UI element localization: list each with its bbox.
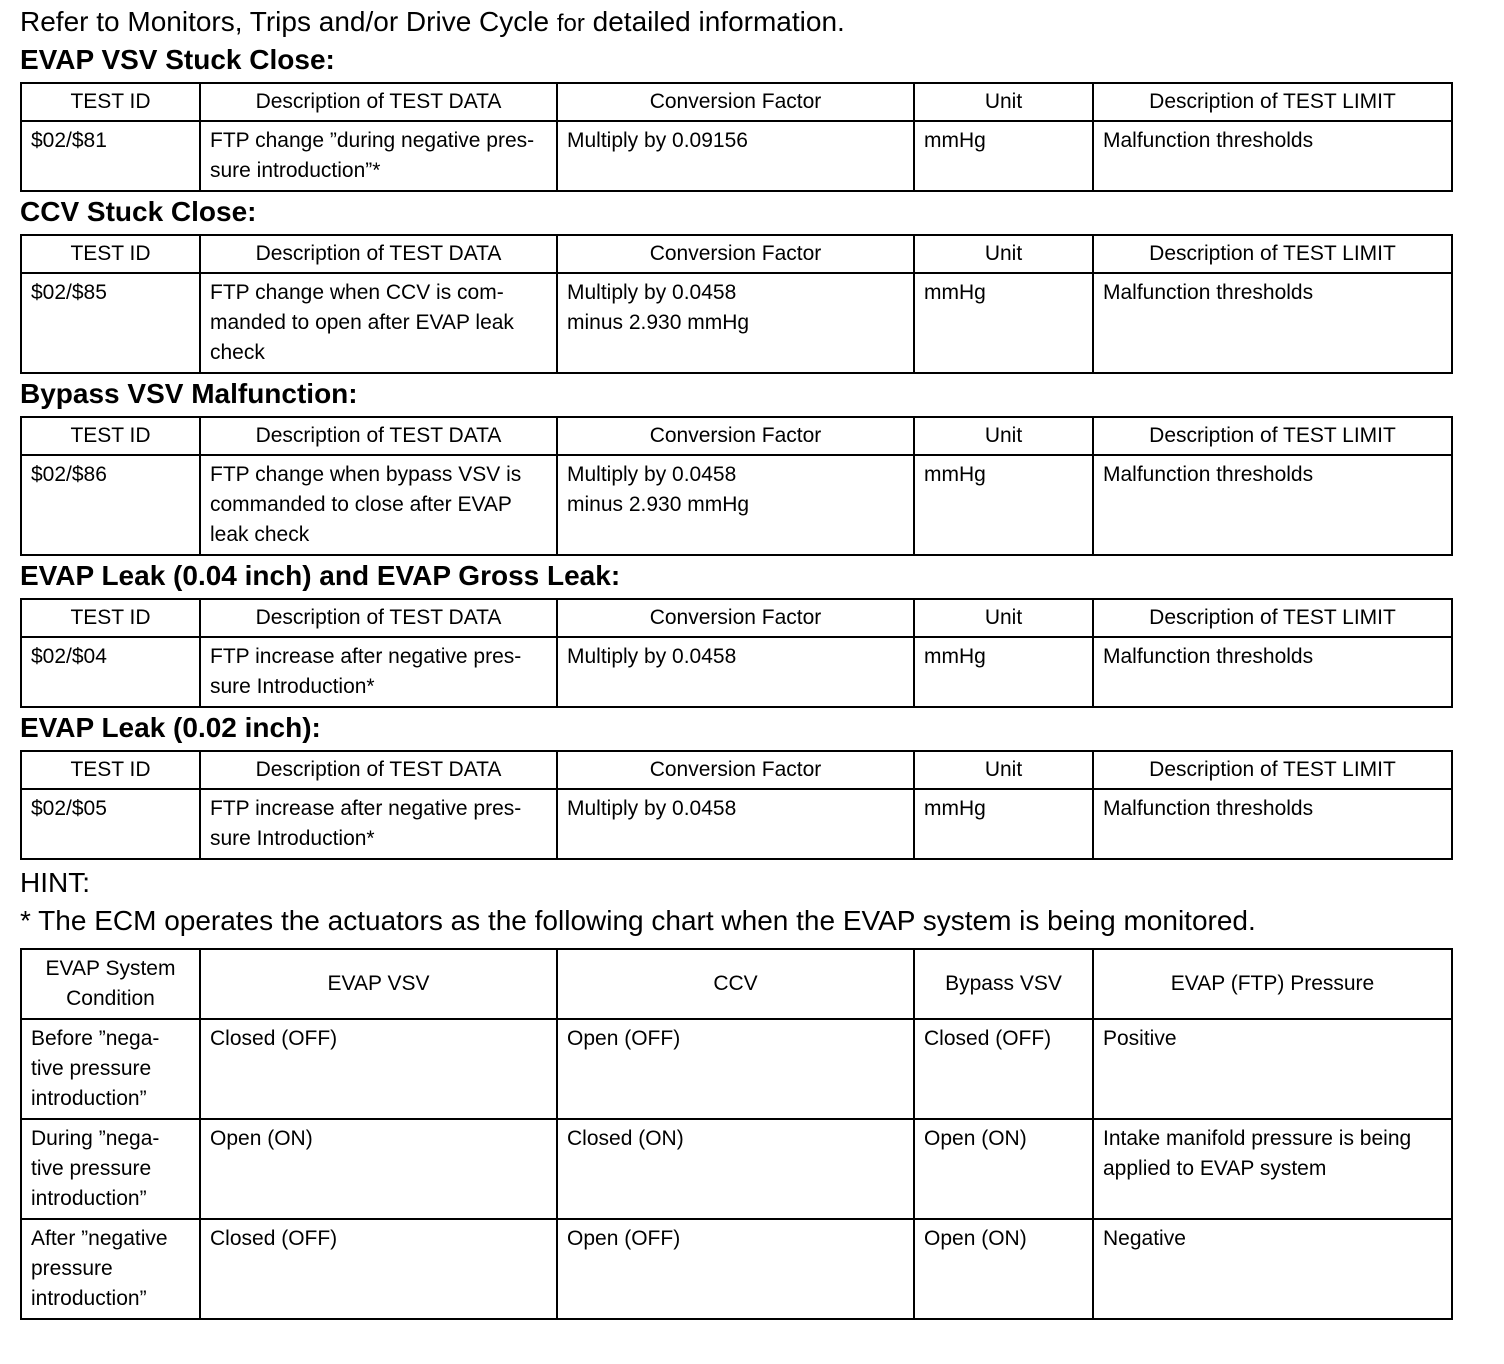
header-test-id: TEST ID xyxy=(21,83,200,121)
cell-conversion xyxy=(557,789,914,859)
cell-ccv: Open (OFF) xyxy=(557,1019,914,1119)
intro-for: for xyxy=(556,10,585,37)
header-line: Condition xyxy=(66,987,155,1010)
cell-evap-vsv: Closed (OFF) xyxy=(200,1219,557,1319)
header-unit: Unit xyxy=(914,83,1093,121)
condition-line: introduction” xyxy=(31,1287,147,1310)
condition-line: During ”nega- xyxy=(31,1127,160,1150)
cell-bypass-vsv: Closed (OFF) xyxy=(914,1019,1093,1119)
header-conversion: Conversion Factor xyxy=(557,235,914,273)
cell-test-id: $02/$04 xyxy=(21,637,200,707)
table-row xyxy=(21,637,1452,707)
header-evap-vsv: EVAP VSV xyxy=(200,949,557,1019)
header-test-limit: Description of TEST LIMIT xyxy=(1093,599,1452,637)
conv-line: Multiply by 0.0458 xyxy=(567,463,737,486)
cell-test-id: $02/$85 xyxy=(21,273,200,373)
condition-line: pressure xyxy=(31,1257,113,1280)
cell-pressure xyxy=(1093,1019,1452,1119)
header-ccv: CCV xyxy=(557,949,914,1019)
cell-unit: mmHg xyxy=(914,789,1093,859)
table-header-row xyxy=(21,417,1452,455)
conv-line: Multiply by 0.0458 xyxy=(567,797,737,820)
hint-label: HINT: xyxy=(20,867,90,898)
cell-test-data xyxy=(200,455,557,555)
table-header-row xyxy=(21,235,1452,273)
cell-test-id: $02/$86 xyxy=(21,455,200,555)
cell-unit: mmHg xyxy=(914,637,1093,707)
test-table-evap-leak-004 xyxy=(20,598,1453,708)
header-conversion: Conversion Factor xyxy=(557,751,914,789)
header-test-limit: Description of TEST LIMIT xyxy=(1093,83,1452,121)
header-unit: Unit xyxy=(914,599,1093,637)
cell-conversion xyxy=(557,637,914,707)
cell-bypass-vsv: Open (ON) xyxy=(914,1119,1093,1219)
intro-text xyxy=(20,6,1451,40)
cell-ccv: Closed (ON) xyxy=(557,1119,914,1219)
hint-note: * The ECM operates the actuators as the following chart when the EVAP system is being monitored. xyxy=(20,905,1256,936)
table-header-row xyxy=(21,599,1452,637)
desc-line: manded to open after EVAP leak xyxy=(210,311,514,334)
section-title-evap-vsv: EVAP VSV Stuck Close: xyxy=(20,44,335,75)
test-table-evap-vsv xyxy=(20,82,1453,192)
section-title-bypass-vsv: Bypass VSV Malfunction: xyxy=(20,378,358,409)
section-title-evap-leak-004: EVAP Leak (0.04 inch) and EVAP Gross Leak: xyxy=(20,560,621,591)
header-test-data: Description of TEST DATA xyxy=(200,417,557,455)
intro-prefix: Refer to Monitors, Trips and/or Drive Cycle xyxy=(20,6,550,37)
section-title-ccv: CCV Stuck Close: xyxy=(20,196,257,227)
cell-test-limit: Malfunction thresholds xyxy=(1093,273,1452,373)
cell-conversion xyxy=(557,121,914,191)
header-test-data: Description of TEST DATA xyxy=(200,83,557,121)
desc-line: sure Introduction* xyxy=(210,675,375,698)
header-test-limit: Description of TEST LIMIT xyxy=(1093,417,1452,455)
cell-condition xyxy=(21,1219,200,1319)
table-row xyxy=(21,121,1452,191)
header-unit: Unit xyxy=(914,235,1093,273)
conv-line: Multiply by 0.0458 xyxy=(567,645,737,668)
desc-line: FTP change when CCV is com- xyxy=(210,281,504,304)
cell-test-data xyxy=(200,273,557,373)
cell-pressure xyxy=(1093,1219,1452,1319)
header-bypass-vsv: Bypass VSV xyxy=(914,949,1093,1019)
cell-test-data xyxy=(200,789,557,859)
test-table-bypass-vsv xyxy=(20,416,1453,556)
conv-line: Multiply by 0.09156 xyxy=(567,129,748,152)
condition-line: tive pressure xyxy=(31,1157,152,1180)
actuator-table xyxy=(20,948,1453,1320)
conv-line: minus 2.930 mmHg xyxy=(567,493,750,516)
cell-test-limit: Malfunction thresholds xyxy=(1093,637,1452,707)
cell-pressure xyxy=(1093,1119,1452,1219)
header-test-id: TEST ID xyxy=(21,599,200,637)
condition-line: tive pressure xyxy=(31,1057,152,1080)
header-test-data: Description of TEST DATA xyxy=(200,751,557,789)
cell-test-id: $02/$81 xyxy=(21,121,200,191)
condition-line: introduction” xyxy=(31,1087,147,1110)
cell-test-limit: Malfunction thresholds xyxy=(1093,789,1452,859)
desc-line: check xyxy=(210,341,265,364)
header-test-limit: Description of TEST LIMIT xyxy=(1093,751,1452,789)
table-row xyxy=(21,1219,1452,1319)
condition-line: After ”negative xyxy=(31,1227,168,1250)
desc-line: FTP increase after negative pres- xyxy=(210,645,522,668)
desc-line: FTP change when bypass VSV is xyxy=(210,463,522,486)
table-row xyxy=(21,455,1452,555)
header-test-id: TEST ID xyxy=(21,417,200,455)
table-row xyxy=(21,273,1452,373)
intro-suffix: detailed information. xyxy=(592,6,845,37)
cell-test-data xyxy=(200,637,557,707)
test-table-ccv xyxy=(20,234,1453,374)
conv-line: Multiply by 0.0458 xyxy=(567,281,737,304)
header-pressure: EVAP (FTP) Pressure xyxy=(1093,949,1452,1019)
cell-test-limit: Malfunction thresholds xyxy=(1093,455,1452,555)
document-page xyxy=(20,0,1451,1320)
header-unit: Unit xyxy=(914,417,1093,455)
table-header-row xyxy=(21,751,1452,789)
condition-line: Before ”nega- xyxy=(31,1027,160,1050)
cell-bypass-vsv: Open (ON) xyxy=(914,1219,1093,1319)
pressure-line: Positive xyxy=(1103,1027,1177,1050)
cell-test-limit: Malfunction thresholds xyxy=(1093,121,1452,191)
header-conversion: Conversion Factor xyxy=(557,599,914,637)
header-test-id: TEST ID xyxy=(21,751,200,789)
desc-line: FTP change ”during negative pres- xyxy=(210,129,535,152)
desc-line: leak check xyxy=(210,523,310,546)
header-test-data: Description of TEST DATA xyxy=(200,599,557,637)
header-test-data: Description of TEST DATA xyxy=(200,235,557,273)
cell-unit: mmHg xyxy=(914,273,1093,373)
cell-condition xyxy=(21,1019,200,1119)
table-header-row xyxy=(21,83,1452,121)
table-header-row xyxy=(21,949,1452,1019)
header-condition xyxy=(21,949,200,1019)
cell-unit: mmHg xyxy=(914,455,1093,555)
cell-condition xyxy=(21,1119,200,1219)
condition-line: introduction” xyxy=(31,1187,147,1210)
section-title-evap-leak-002: EVAP Leak (0.02 inch): xyxy=(20,712,321,743)
desc-line: FTP increase after negative pres- xyxy=(210,797,522,820)
header-line: EVAP System xyxy=(45,957,176,980)
header-test-id: TEST ID xyxy=(21,235,200,273)
cell-evap-vsv: Open (ON) xyxy=(200,1119,557,1219)
desc-line: sure introduction”* xyxy=(210,159,381,182)
cell-conversion xyxy=(557,455,914,555)
pressure-line: Intake manifold pressure is being xyxy=(1103,1127,1412,1150)
cell-evap-vsv: Closed (OFF) xyxy=(200,1019,557,1119)
desc-line: sure Introduction* xyxy=(210,827,375,850)
pressure-line: applied to EVAP system xyxy=(1103,1157,1327,1180)
cell-unit: mmHg xyxy=(914,121,1093,191)
cell-conversion xyxy=(557,273,914,373)
header-unit: Unit xyxy=(914,751,1093,789)
cell-test-id: $02/$05 xyxy=(21,789,200,859)
cell-test-data xyxy=(200,121,557,191)
conv-line: minus 2.930 mmHg xyxy=(567,311,750,334)
test-table-evap-leak-002 xyxy=(20,750,1453,860)
pressure-line: Negative xyxy=(1103,1227,1186,1250)
table-row xyxy=(21,789,1452,859)
cell-ccv: Open (OFF) xyxy=(557,1219,914,1319)
table-row xyxy=(21,1119,1452,1219)
header-conversion: Conversion Factor xyxy=(557,83,914,121)
header-conversion: Conversion Factor xyxy=(557,417,914,455)
desc-line: commanded to close after EVAP xyxy=(210,493,512,516)
header-test-limit: Description of TEST LIMIT xyxy=(1093,235,1452,273)
table-row xyxy=(21,1019,1452,1119)
